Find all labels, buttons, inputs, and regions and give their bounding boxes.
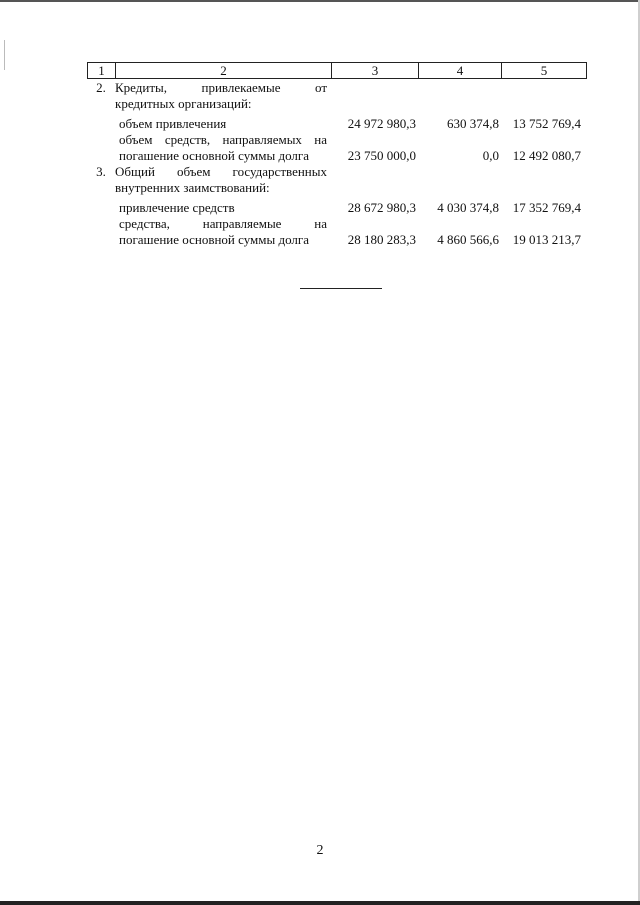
section-title-row <box>87 80 587 112</box>
row-value-col-3: 28 180 283,3 <box>347 232 416 247</box>
table-header-col-3: 3 <box>332 63 419 78</box>
end-separator-line <box>300 288 382 289</box>
row-value-col-5: 12 492 080,7 <box>512 148 581 163</box>
row-label: объем средств, направляемых на погашение основной суммы долга <box>119 132 327 163</box>
table-row <box>87 116 587 132</box>
row-value-col-4: 4 860 566,6 <box>437 232 499 247</box>
section-number: 2. <box>96 80 106 95</box>
page-number: 2 <box>316 843 324 858</box>
section-number: 3. <box>96 164 106 179</box>
section-title: Кредиты, привлекаемые от кредитных организаций: <box>115 80 327 111</box>
table-row <box>87 216 587 248</box>
row-value-col-5: 19 013 213,7 <box>512 232 581 247</box>
row-value-col-4: 4 030 374,8 <box>437 200 499 215</box>
table-header-col-1: 1 <box>88 63 116 78</box>
scan-mark <box>4 40 5 70</box>
table-body <box>87 80 587 248</box>
row-value-col-3: 23 750 000,0 <box>347 148 416 163</box>
table-row <box>87 200 587 216</box>
row-label: привлечение средств <box>119 200 235 215</box>
table-header-row <box>87 62 587 79</box>
row-value-col-3: 28 672 980,3 <box>347 200 416 215</box>
row-value-col-4: 0,0 <box>482 148 499 163</box>
section-title: Общий объем государственных внутренних заимствований: <box>115 164 327 195</box>
table-row <box>87 132 587 164</box>
table-header-col-2: 2 <box>116 63 332 78</box>
row-value-col-5: 17 352 769,4 <box>512 200 581 215</box>
scan-edge-bottom <box>0 901 640 905</box>
table-header-col-4: 4 <box>419 63 502 78</box>
row-value-col-4: 630 374,8 <box>447 116 499 131</box>
section-title-row <box>87 164 587 196</box>
scan-edge-top <box>0 0 640 2</box>
row-value-col-3: 24 972 980,3 <box>347 116 416 131</box>
row-value-col-5: 13 752 769,4 <box>512 116 581 131</box>
table-header-col-5: 5 <box>540 63 548 78</box>
row-label: объем привлечения <box>119 116 227 131</box>
row-label: средства, направляемые на погашение основной суммы долга <box>119 216 327 247</box>
